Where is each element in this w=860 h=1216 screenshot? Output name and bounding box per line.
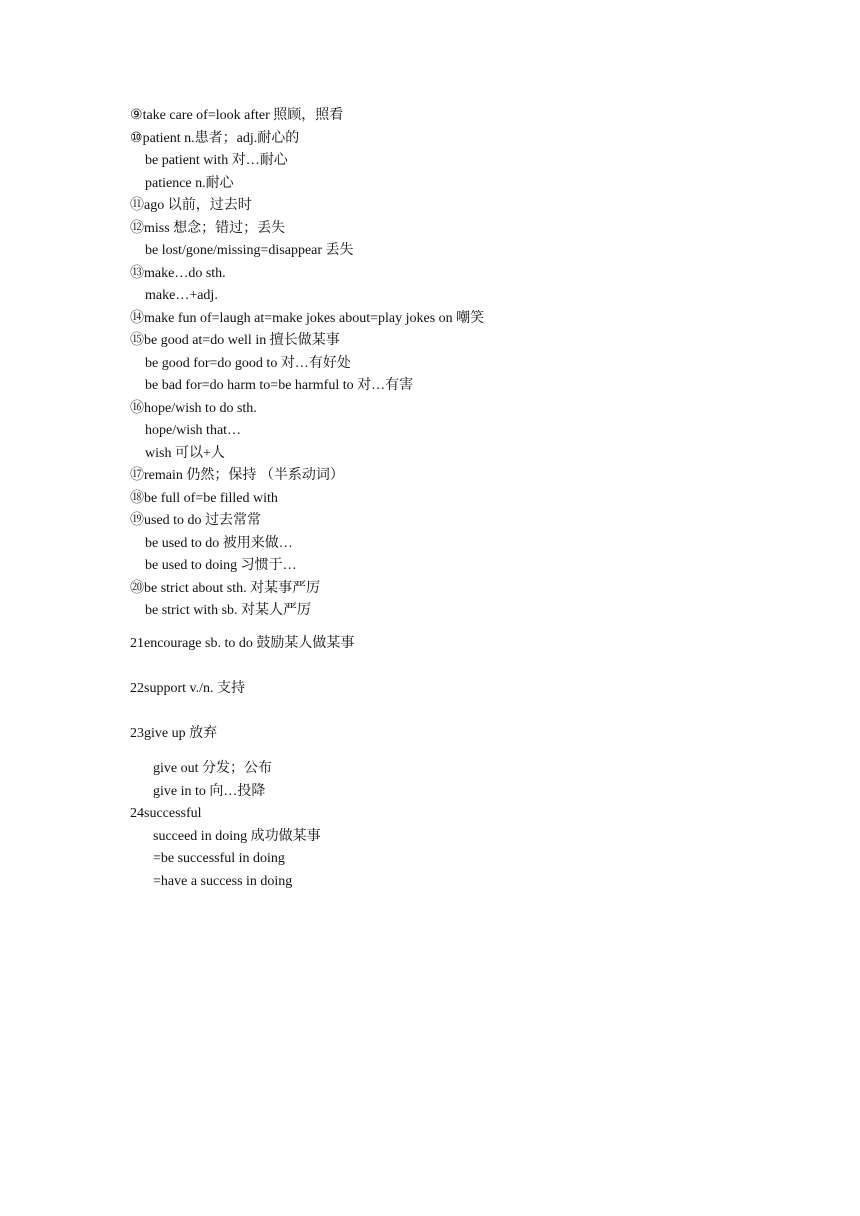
entry-text: be good for=do good to 对…有好处 [145,356,351,371]
entry-line [145,602,311,620]
entry-line [130,332,340,350]
entry-text: give out 分发；公布 [153,761,272,776]
entry-line [130,467,344,485]
entry-number: ⑯ [130,401,144,416]
entry-text: hope/wish to do sth. [144,401,257,416]
entry-text: patience n.耐心 [145,176,234,191]
entry-text: =have a success in doing [153,874,293,889]
entry-text: be used to doing 习惯于… [145,558,297,573]
entry-text: take care of=look after 照顾，照看 [142,108,344,123]
entry-line [130,220,285,238]
entry-line [153,828,321,846]
entry-text: be strict with sb. 对某人严厉 [145,603,312,618]
entry-line [153,760,272,778]
entry-text: ago 以前，过去时 [144,198,252,213]
entry-text: succeed in doing 成功做某事 [153,829,321,844]
entry-number: ⑮ [130,333,144,348]
entry-number: 24 [130,806,144,821]
entry-line [130,400,257,418]
entry-text: =be successful in doing [153,851,285,866]
entry-number: 22 [130,681,144,696]
entry-text: hope/wish that… [145,423,242,438]
entry-line [153,783,265,801]
entry-number: ⑩ [130,131,143,146]
entry-line [145,422,241,440]
entry-number: ⑲ [130,513,144,528]
entry-text: make…+adj. [145,288,218,303]
entry-number: ⑱ [130,491,144,506]
entry-text: give up 放弃 [144,726,218,741]
entry-line [145,377,413,395]
entry-text: used to do 过去常常 [144,513,262,528]
entry-text: give in to 向…投降 [153,784,266,799]
entry-text: be patient with 对…耐心 [145,153,288,168]
entry-text: be strict about sth. 对某事严厉 [144,581,321,596]
entry-text: be lost/gone/missing=disappear 丢失 [145,243,354,258]
entry-number: ⑰ [130,468,144,483]
entry-line [130,265,226,283]
entry-text: encourage sb. to do 鼓励某人做某事 [144,636,355,651]
entry-line [130,107,343,125]
entry-text: be bad for=do harm to=be harmful to 对…有害 [145,378,414,393]
entry-number: ⑨ [130,108,143,123]
entry-line [130,635,354,653]
entry-line [130,580,320,598]
entry-number: ⑪ [130,198,144,213]
entry-line [130,512,261,530]
entry-number: ⑭ [130,311,144,326]
entry-text: be good at=do well in 擅长做某事 [144,333,340,348]
entry-text: patient n.患者；adj.耐心的 [142,131,300,146]
entry-line [130,490,278,508]
entry-text: support v./n. 支持 [144,681,245,696]
entry-line [145,445,225,463]
entry-text: remain 仍然；保持 （半系动词） [144,468,344,483]
entry-line [145,557,297,575]
entry-text: be used to do 被用来做… [145,536,293,551]
entry-line [145,175,234,193]
entry-line [130,725,217,743]
entry-text: make…do sth. [144,266,226,281]
entry-text: successful [144,806,202,821]
entry-text: be full of=be filled with [144,491,278,506]
entry-line [130,130,299,148]
entry-number: ⑬ [130,266,144,281]
entry-line [145,152,288,170]
entry-text: miss 想念；错过；丢失 [144,221,286,236]
entry-line [130,805,202,823]
entry-line [130,197,252,215]
entry-line [153,850,285,868]
entry-line [145,287,218,305]
entry-number: ⑫ [130,221,144,236]
entry-line [130,680,245,698]
entry-line [153,873,292,891]
entry-number: 21 [130,636,144,651]
entry-text: make fun of=laugh at=make jokes about=play jokes on 嘲笑 [144,311,485,326]
entry-number: ⑳ [130,581,144,596]
entry-line [145,355,351,373]
entry-text: wish 可以+人 [145,446,225,461]
entry-line [130,310,484,328]
entry-number: 23 [130,726,144,741]
entry-line [145,242,354,260]
entry-line [145,535,293,553]
